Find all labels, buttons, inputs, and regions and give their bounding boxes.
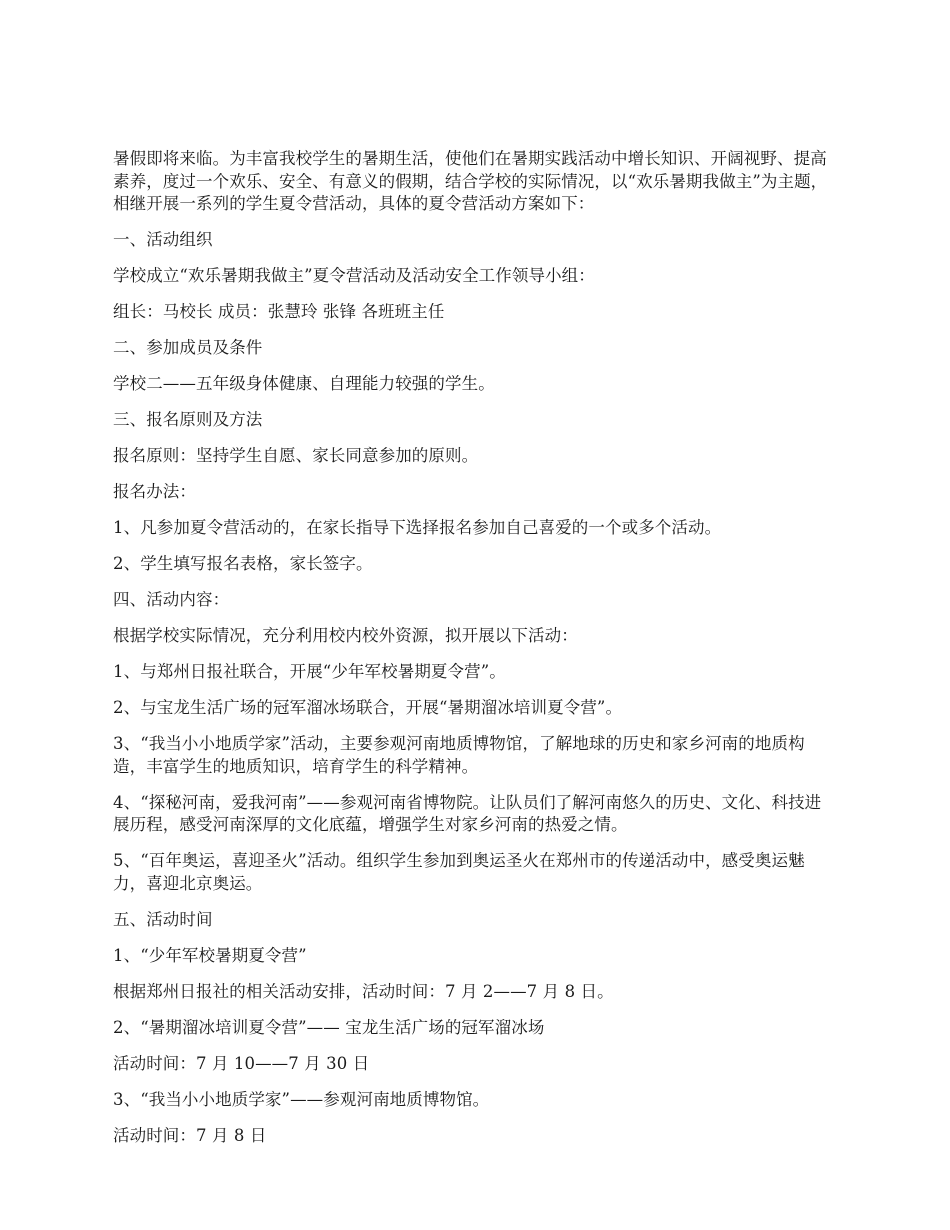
paragraph-schedule-1-time: 根据郑州日报社的相关活动安排，活动时间：7 月 2——7 月 8 日。	[113, 981, 614, 1001]
list-item-schedule-2: 2、“暑期溜冰培训夏令营”—— 宝龙生活广场的冠军溜冰场	[113, 1017, 545, 1037]
list-item-activity-4: 4、“探秘河南，爱我河南”——参观河南省博物院。让队员们了解河南悠久的历史、文化、科技进展历程，感受河南深厚的文化底蕴，增强学生对家乡河南的热爱之情。	[113, 792, 822, 834]
paragraph-registration-principle: 报名原则：坚持学生自愿、家长同意参加的原则。	[113, 446, 479, 465]
document-page	[113, 148, 835, 1161]
section-heading-organization: 一、活动组织	[113, 230, 213, 249]
section-heading-registration: 三、报名原则及方法	[113, 410, 263, 429]
section-heading-participants: 二、参加成员及条件	[113, 338, 263, 357]
list-item-schedule-1: 1、“少年军校暑期夏令营”	[113, 945, 307, 965]
paragraph-registration-method-label: 报名办法：	[113, 482, 196, 501]
paragraph-participant-conditions: 学校二——五年级身体健康、自理能力较强的学生。	[113, 374, 495, 393]
paragraph-schedule-3-time: 活动时间：7 月 8 日	[113, 1125, 267, 1145]
list-item-registration-2: 2、学生填写报名表格，家长签字。	[113, 554, 373, 573]
list-item-registration-1: 1、凡参加夏令营活动的，在家长指导下选择报名参加自己喜爱的一个或多个活动。	[113, 518, 722, 537]
list-item-activity-2: 2、与宝龙生活广场的冠军溜冰场联合，开展“暑期溜冰培训夏令营”。	[113, 698, 623, 717]
list-item-activity-1: 1、与郑州日报社联合，开展“少年军校暑期夏令营”。	[113, 662, 506, 681]
list-item-activity-3: 3、“我当小小地质学家”活动，主要参观河南地质博物馆，了解地球的历史和家乡河南的地质构造，丰富学生的地质知识，培育学生的科学精神。	[113, 734, 805, 776]
paragraph-members: 组长：马校长 成员：张慧玲 张锋 各班班主任	[113, 302, 445, 321]
list-item-schedule-3: 3、“我当小小地质学家”——参观河南地质博物馆。	[113, 1089, 490, 1109]
intro-paragraph: 暑假即将来临。为丰富我校学生的暑期生活，使他们在暑期实践活动中增长知识、开阔视野、提高素养，度过一个欢乐、安全、有意义的假期，结合学校的实际情况，以“欢乐暑期我做主”为主题，相继开展一系列的学生夏令营活动，具体的夏令营活动方案如下：	[113, 149, 828, 213]
list-item-activity-5: 5、“百年奥运，喜迎圣火”活动。组织学生参加到奥运圣火在郑州市的传递活动中，感受奥运魅力，喜迎北京奥运。	[113, 851, 805, 893]
section-heading-activities: 四、活动内容：	[113, 590, 230, 609]
paragraph-schedule-2-time: 活动时间：7 月 10——7 月 30 日	[113, 1053, 370, 1073]
paragraph-activities-intro: 根据学校实际情况，充分利用校内校外资源，拟开展以下活动：	[113, 626, 578, 645]
paragraph-leadership-group: 学校成立“欢乐暑期我做主”夏令营活动及活动安全工作领导小组：	[113, 266, 595, 285]
section-heading-schedule: 五、活动时间	[113, 909, 213, 929]
